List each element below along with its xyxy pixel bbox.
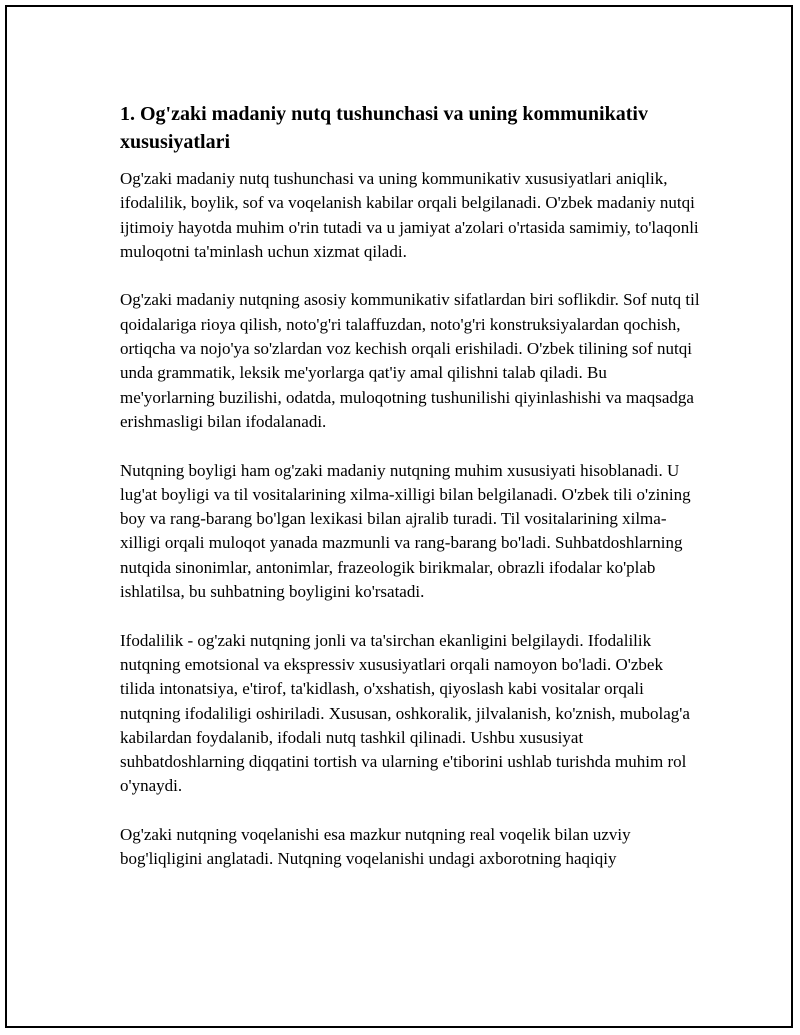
document-page bbox=[5, 5, 793, 1028]
document-body bbox=[120, 100, 700, 872]
paragraph: Og'zaki nutqning voqelanishi esa mazkur nutqning real voqelik bilan uzviy bog'liqligini anglatadi. Nutqning voqelanishi undagi axborotning haqiqiy bbox=[120, 825, 631, 869]
paragraph: Og'zaki madaniy nutq tushunchasi va uning kommunikativ xususiyatlari aniqlik, ifodalilik, boylik, sof va voqelanish kabilar orqali belgilanadi. O'zbek madaniy nutqi ijtimoiy hayotda muhim o'rin tutadi va u jamiyat a'zolari o'rtasida samimiy, to'laqonli muloqotni ta'minlash uchun xizmat qiladi. bbox=[120, 169, 699, 261]
section-heading: 1. Og'zaki madaniy nutq tushunchasi va uning kommunikativ xususiyatlari bbox=[120, 103, 648, 153]
paragraph: Og'zaki madaniy nutqning asosiy kommunikativ sifatlardan biri soflikdir. Sof nutq til qoidalariga rioya qilish, noto'g'ri talaffuzdan, noto'g'ri konstruksiyalardan qochish, ortiqcha va nojo'ya so'zlardan voz kechish orqali erishiladi. O'zbek tilining sof nutqi unda grammatik, leksik me'yorlarga qat'iy amal qilishni talab qiladi. Bu me'yorlarning buzilishi, odatda, muloqotning tushunilishi qiyinlashishi va maqsadga erishmasligi bilan ifodalanadi. bbox=[120, 290, 700, 431]
paragraph: Nutqning boyligi ham og'zaki madaniy nutqning muhim xususiyati hisoblanadi. U lug'at boyligi va til vositalarining xilma-xilligi bilan belgilanadi. O'zbek tili o'zining boy va rang-barang bo'lgan lexikasi bilan ajralib turadi. Til vositalarining xilma-xilligi orqali muloqot yanada mazmunli va rang-barang bo'ladi. Suhbatdoshlarning nutqida sinonimlar, antonimlar, frazeologik birikmalar, obrazli ifodalar ko'plab ishlatilsa, bu suhbatning boyligini ko'rsatadi. bbox=[120, 460, 691, 602]
paragraph: Ifodalilik - og'zaki nutqning jonli va ta'sirchan ekanligini belgilaydi. Ifodalilik nutqning emotsional va ekspressiv xususiyatlari orqali namoyon bo'ladi. O'zbek tilida intonatsiya, e'tirof, ta'kidlash, o'xshatish, qiyoslash kabi vositalar orqali nutqning ifodaliligi oshiriladi. Xususan, oshkoralik, jilvalanish, ko'znish, mubolag'a kabilardan foydalanib, ifodali nutq tashkil qilinadi. Ushbu xususiyat suhbatdoshlarning diqqatini tortish va ularning e'tiborini ushlab turishda muhim rol o'ynaydi. bbox=[120, 630, 690, 796]
